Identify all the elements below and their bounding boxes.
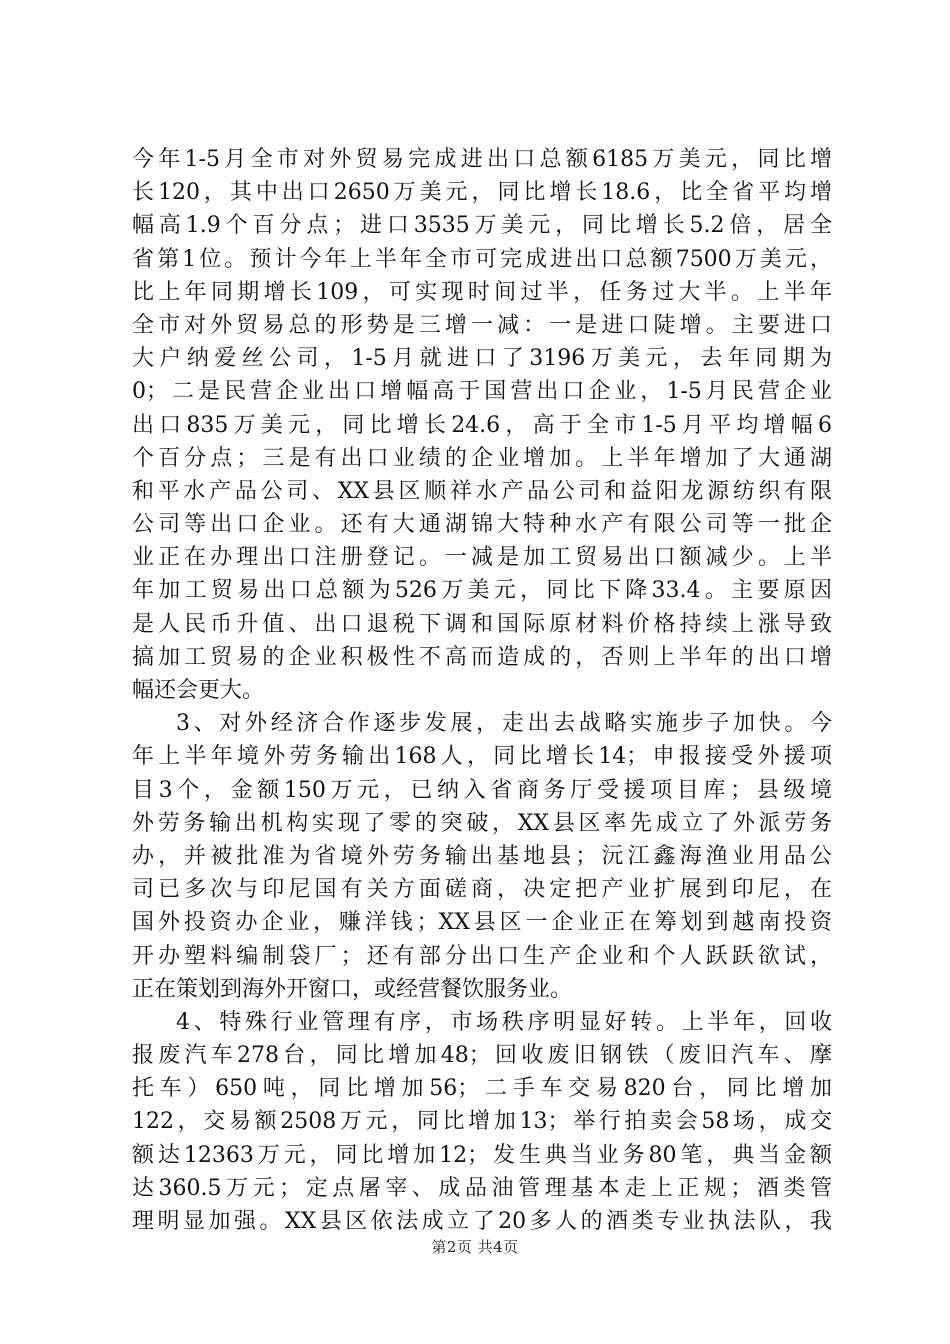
text-line: 目3个，金额150万元，已纳入省商务厅受援项目库；县级境 xyxy=(132,777,832,803)
text-line: 全市对外贸易总的形势是三增一减：一是进口陡增。主要进口 xyxy=(132,312,832,338)
text-line: 和平水产品公司、XX县区顺祥水产品公司和益阳龙源纺织有限 xyxy=(132,478,832,504)
text-line: 年上半年境外劳务输出168人，同比增长14；申报接受外援项 xyxy=(132,744,832,770)
text-line: 托车）650吨，同比增加56；二手车交易820台，同比增加 xyxy=(132,1076,832,1102)
paragraph-heading-line: 4、特殊行业管理有序，市场秩序明显好转。上半年，回收 xyxy=(176,1009,832,1035)
text-line: 公司等出口企业。还有大通湖锦大特种水产有限公司等一批企 xyxy=(132,512,832,538)
paragraph-heading-line: 3、对外经济合作逐步发展，走出去战略实施步子加快。今 xyxy=(176,711,832,737)
text-line: 额达12363万元，同比增加12；发生典当业务80笔，典当金额 xyxy=(132,1142,832,1168)
text-line: 0；二是民营企业出口增幅高于国营出口企业，1-5月民营企业 xyxy=(132,379,832,405)
text-line: 国外投资办企业，赚洋钱；XX县区一企业正在筹划到越南投资 xyxy=(132,910,832,936)
text-line: 正在策划到海外开窗口，或经营餐饮服务业。 xyxy=(132,976,573,1002)
text-line: 业正在办理出口注册登记。一减是加工贸易出口额减少。上半 xyxy=(132,545,832,571)
document-body xyxy=(132,143,832,1238)
text-line: 个百分点；三是有出口业绩的企业增加。上半年增加了大通湖 xyxy=(132,445,832,471)
page-number-footer: 第2页 共4页 xyxy=(431,1238,519,1256)
text-line: 长120，其中出口2650万美元，同比增长18.6，比全省平均增 xyxy=(132,180,832,206)
text-line: 幅高1.9个百分点；进口3535万美元，同比增长5.2倍，居全 xyxy=(132,213,832,239)
text-line: 理明显加强。XX县区依法成立了20多人的酒类专业执法队，我 xyxy=(132,1209,832,1234)
text-line: 年加工贸易出口总额为526万美元，同比下降33.4。主要原因 xyxy=(132,578,832,604)
text-line: 报废汽车278台，同比增加48；回收废旧钢铁（废旧汽车、摩 xyxy=(132,1043,832,1069)
text-line: 122，交易额2508万元，同比增加13；举行拍卖会58场，成交 xyxy=(132,1109,832,1135)
text-line: 搞加工贸易的企业积极性不高而造成的，否则上半年的出口增 xyxy=(132,644,832,670)
text-line: 办，并被批准为省境外劳务输出基地县；沅江鑫海渔业用品公 xyxy=(132,843,832,869)
text-line: 是人民币升值、出口退税下调和国际原材料价格持续上涨导致 xyxy=(132,611,832,637)
text-line: 比上年同期增长109，可实现时间过半，任务过大半。上半年 xyxy=(132,279,832,305)
text-line: 今年1-5月全市对外贸易完成进出口总额6185万美元，同比增 xyxy=(132,147,832,172)
text-line: 出口835万美元，同比增长24.6，高于全市1-5月平均增幅6 xyxy=(132,412,832,438)
text-line: 大户纳爱丝公司，1-5月就进口了3196万美元，去年同期为 xyxy=(132,346,832,372)
text-line: 外劳务输出机构实现了零的突破，XX县区率先成立了外派劳务 xyxy=(132,810,832,836)
text-line: 开办塑料编制袋厂；还有部分出口生产企业和个人跃跃欲试， xyxy=(132,943,832,969)
text-line: 省第1位。预计今年上半年全市可完成进出口总额7500万美元， xyxy=(132,246,832,272)
text-line: 幅还会更大。 xyxy=(132,678,265,703)
text-line: 达360.5万元；定点屠宰、成品油管理基本走上正规；酒类管 xyxy=(132,1175,832,1201)
text-line: 司已多次与印尼国有关方面磋商，决定把产业扩展到印尼，在 xyxy=(132,877,832,903)
